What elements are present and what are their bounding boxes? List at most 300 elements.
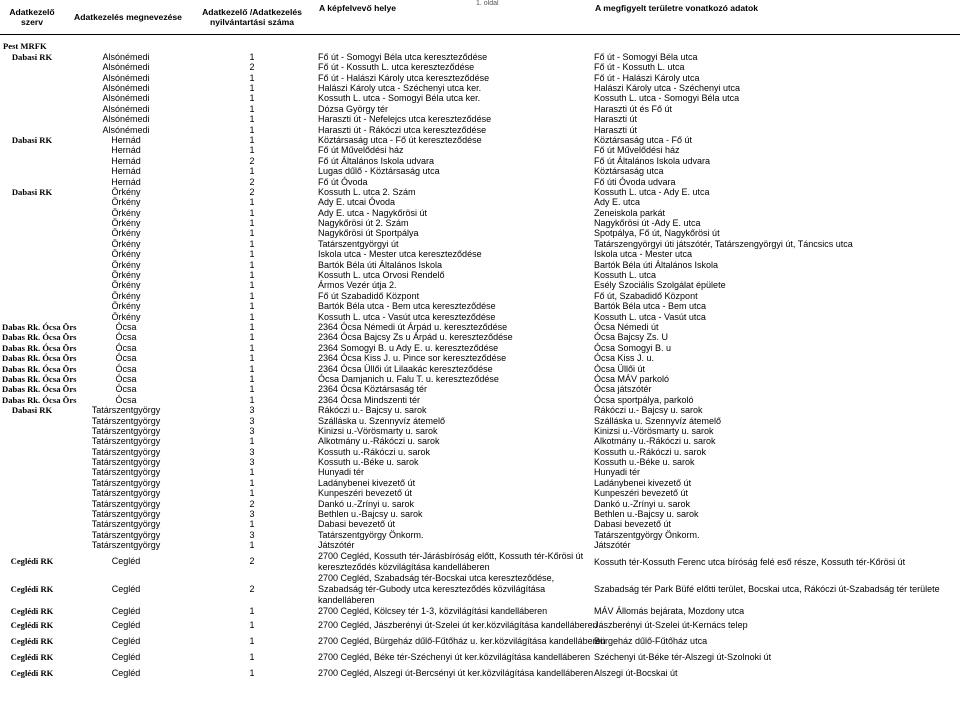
register-number-cell: 2	[249, 62, 255, 73]
place-cell: Örkény	[111, 207, 141, 218]
org-cell: Dabas Rk. Ócsa Örs	[2, 384, 77, 395]
place-cell: Örkény	[111, 290, 141, 301]
register-number-cell: 1	[249, 166, 255, 177]
place-cell: Örkény	[111, 301, 141, 312]
register-number-cell: 3	[249, 529, 255, 540]
register-number-cell: 1	[249, 668, 255, 679]
register-number-cell: 1	[249, 467, 255, 478]
camera-location-cell: Kossuth L. utca - Somogyi Béla utca ker.	[318, 93, 481, 104]
org-cell	[0, 437, 64, 447]
register-number-cell: 1	[249, 51, 255, 62]
header-observed-area: A megfigyelt területre vonatkozó adatok	[592, 0, 960, 35]
camera-location-cell: Szálláska u. Szennyvíz átemelő	[318, 415, 446, 426]
register-number-cell: 1	[249, 384, 255, 395]
observed-area-cell: Haraszti út és Fő út	[594, 103, 673, 114]
org-cell: Dabas Rk. Ócsa Örs	[2, 342, 77, 353]
header-org: Adatkezelő szerv	[0, 0, 64, 35]
register-number-cell: 1	[249, 353, 255, 364]
register-number-cell: 1	[249, 477, 255, 488]
camera-location-cell: Kunpeszéri bevezető út	[318, 488, 413, 499]
camera-location-cell: 2364 Ócsa Kiss J. u. Pince sor kereszteződése	[318, 353, 507, 364]
place-cell: Örkény	[111, 270, 141, 281]
register-number-cell: 3	[249, 457, 255, 468]
org-cell	[0, 239, 64, 249]
org-cell	[0, 416, 64, 426]
place-cell: Tatárszentgyörgy	[91, 498, 161, 509]
table-row	[0, 323, 960, 333]
table-row	[0, 426, 960, 436]
register-number-cell: 1	[249, 301, 255, 312]
observed-area-cell: Fő út Művelődési ház	[594, 145, 680, 156]
observed-area-cell: Rákóczi u.- Bajcsy u. sarok	[594, 405, 703, 416]
table-row	[0, 312, 960, 322]
place-cell: Cegléd	[111, 668, 141, 679]
camera-location-cell: 2700 Cegléd, Alszegi út-Bercsényi út ker.közvilágítása kandelláberen	[318, 668, 594, 679]
org-cell	[0, 312, 64, 322]
place-cell: Tatárszentgyörgy	[91, 405, 161, 416]
camera-location-cell: 2364 Somogyi B. u Ady E. u. kereszteződése	[318, 342, 499, 353]
table-row	[0, 219, 960, 229]
place-cell: Hernád	[111, 176, 141, 187]
place-cell: Örkény	[111, 311, 141, 322]
table-row	[0, 73, 960, 83]
table-row	[0, 666, 960, 682]
org-cell	[0, 260, 64, 270]
org-cell	[0, 156, 64, 166]
camera-location-cell: Kinizsi u.-Vörösmarty u. sarok	[318, 425, 438, 436]
camera-location-cell: 2700 Cegléd, Szabadság tér-Bocskai utca kereszteződése, Szabadság tér-Gubody utca kereszteződés közvilágítása kandelláberen	[318, 573, 555, 606]
org-cell	[0, 250, 64, 260]
register-number-cell: 1	[249, 197, 255, 208]
camera-location-cell: Rákóczi u.- Bajcsy u. sarok	[318, 405, 427, 416]
camera-location-cell: Kossuth L. utca Orvosi Rendelő	[318, 270, 445, 281]
place-cell: Örkény	[111, 280, 141, 291]
observed-area-cell: Nagykőrösi út -Ady E. utca	[594, 218, 701, 229]
org-cell: Dabas Rk. Ócsa Örs	[2, 332, 77, 343]
org-cell	[0, 281, 64, 291]
org-cell: Ceglédi RK	[10, 583, 54, 594]
spacer-row	[0, 35, 960, 43]
camera-location-cell: Tatárszentgyörgy Önkorm.	[318, 529, 424, 540]
table-row	[0, 364, 960, 374]
table-row	[0, 468, 960, 478]
org-cell	[0, 94, 64, 104]
org-cell: Dabas Rk. Ócsa Örs	[2, 394, 77, 405]
register-number-cell: 1	[249, 83, 255, 93]
place-cell: Ócsa	[115, 373, 137, 384]
org-cell	[0, 478, 64, 488]
table-row	[0, 447, 960, 457]
place-cell: Cegléd	[111, 652, 141, 663]
camera-location-cell: Haraszti út - Rákóczi utca kereszteződése	[318, 124, 487, 135]
section-title: Pest MRFK	[3, 41, 47, 52]
observed-area-cell: Fő út - Halászi Károly utca	[594, 72, 700, 83]
register-number-cell: 1	[249, 342, 255, 353]
place-cell: Ócsa	[115, 394, 137, 405]
register-number-cell: 1	[249, 238, 255, 249]
place-cell: Cegléd	[111, 556, 141, 567]
table-row	[0, 333, 960, 343]
observed-area-cell: Játszótér	[594, 540, 631, 551]
observed-area-cell: Zeneiskola parkát	[594, 207, 666, 218]
place-cell: Örkény	[111, 218, 141, 229]
camera-location-cell: Iskola utca - Mester utca kereszteződése	[318, 249, 482, 260]
camera-location-cell: 2700 Cegléd, Kölcsey tér 1-3, közvilágítási kandelláberen	[318, 606, 548, 617]
camera-location-cell: Alkotmány u.-Rákóczi u. sarok	[318, 436, 440, 447]
table-row	[0, 499, 960, 509]
observed-area-cell: Esély Szociális Szolgálat épülete	[594, 280, 726, 291]
place-cell: Cegléd	[111, 606, 141, 617]
observed-area-cell: Halászi Károly utca - Széchenyi utca	[594, 83, 741, 93]
section-title-row	[0, 42, 960, 52]
place-cell: Tatárszentgyörgy	[91, 457, 161, 468]
place-cell: Hernád	[111, 166, 141, 177]
org-cell: Dabas Rk. Ócsa Örs	[2, 353, 77, 364]
place-cell: Alsónémedi	[102, 72, 150, 83]
table-row	[0, 634, 960, 650]
place-cell: Alsónémedi	[102, 114, 150, 125]
place-cell: Cegléd	[111, 583, 141, 594]
observed-area-cell: Kinizsi u.-Vörösmarty u. sarok	[594, 425, 714, 436]
camera-location-cell: Dózsa György tér	[318, 103, 389, 114]
observed-area-cell: Spotpálya, Fő út, Nagykőrösi út	[594, 228, 720, 239]
place-cell: Hernád	[111, 145, 141, 156]
table-row	[0, 618, 960, 634]
table-row	[0, 229, 960, 239]
org-cell	[0, 302, 64, 312]
org-cell: Dabasi RK	[11, 134, 53, 145]
table-row	[0, 187, 960, 197]
org-cell	[0, 541, 64, 551]
camera-location-cell: Fő út Szabadidő Központ	[318, 290, 420, 301]
camera-location-cell: Ladánybenei kivezető út	[318, 477, 416, 488]
camera-location-cell: Bartók Béla úti Általános Iskola	[318, 259, 443, 270]
table-row	[0, 125, 960, 135]
table-row	[0, 156, 960, 166]
register-number-cell: 2	[249, 176, 255, 187]
table-row	[0, 478, 960, 488]
camera-location-cell: 2700 Cegléd, Kossuth tér-Járásbíróság előtt, Kossuth tér-Kőrösi út kereszteződés közvilágítása kandelláberen	[318, 551, 584, 573]
table-row	[0, 271, 960, 281]
place-cell: Ócsa	[115, 342, 137, 353]
register-number-cell: 3	[249, 405, 255, 416]
table-row	[0, 530, 960, 540]
org-cell	[0, 219, 64, 229]
camera-location-cell: Dankó u.-Zrínyi u. sarok	[318, 498, 415, 509]
place-cell: Cegléd	[111, 620, 141, 631]
place-cell: Alsónémedi	[102, 83, 150, 93]
observed-area-cell: Széchenyi út-Béke tér-Alszegi út-Szolnoki út	[594, 652, 772, 663]
observed-area-cell: Haraszti út	[594, 124, 638, 135]
register-number-cell: 1	[249, 103, 255, 114]
table-row	[0, 302, 960, 312]
register-number-cell: 3	[249, 415, 255, 426]
camera-location-cell: Halászi Károly utca - Széchenyi utca ker.	[318, 83, 482, 93]
register-number-cell: 1	[249, 114, 255, 125]
camera-location-cell: Fő út Általános Iskola udvara	[318, 155, 435, 166]
camera-location-cell: 2700 Cegléd, Jászberényi út-Szelei út ker.közvilágítása kandelláberen	[318, 620, 598, 631]
org-cell	[0, 198, 64, 208]
table-row	[0, 606, 960, 618]
org-cell	[0, 458, 64, 468]
camera-location-cell: 2364 Ócsa Köztársaság tér	[318, 384, 428, 395]
register-number-cell: 1	[249, 394, 255, 405]
org-cell: Dabasi RK	[11, 186, 53, 197]
place-cell: Hernád	[111, 134, 141, 145]
observed-area-cell: Kossuth L. utca - Somogyi Béla utca	[594, 93, 740, 104]
table-row	[0, 375, 960, 385]
observed-area-cell: MÁV Állomás bejárata, Mozdony utca	[594, 606, 745, 617]
register-number-cell: 1	[249, 636, 255, 647]
table-row	[0, 551, 960, 573]
place-cell: Tatárszentgyörgy	[91, 529, 161, 540]
observed-area-cell: Dankó u.-Zrínyi u. sarok	[594, 498, 691, 509]
org-cell	[0, 208, 64, 218]
place-cell: Hernád	[111, 155, 141, 166]
org-cell: Ceglédi RK	[10, 652, 54, 663]
camera-location-cell: 2364 Ócsa Üllői út Lilaakác kereszteződése	[318, 363, 493, 374]
table-row	[0, 354, 960, 364]
org-cell: Dabasi RK	[11, 51, 53, 62]
table-row	[0, 281, 960, 291]
table-row	[0, 115, 960, 125]
org-cell	[0, 468, 64, 478]
camera-location-cell: Kossuth L. utca 2. Szám	[318, 186, 416, 197]
register-number-cell: 1	[249, 228, 255, 239]
place-cell: Tatárszentgyörgy	[91, 488, 161, 499]
place-cell: Tatárszentgyörgy	[91, 415, 161, 426]
org-cell	[0, 63, 64, 73]
observed-area-cell: Ócsa Somogyi B. u	[594, 342, 672, 353]
camera-location-cell: 2364 Ócsa Bajcsy Zs u Árpád u. kereszteződése	[318, 332, 513, 343]
table-row	[0, 250, 960, 260]
observed-area-cell: Iskola utca - Mester utca	[594, 249, 693, 260]
org-cell: Dabasi RK	[11, 405, 53, 416]
register-number-cell: 2	[249, 186, 255, 197]
camera-location-cell: Nagykőrösi út 2. Szám	[318, 218, 409, 229]
org-cell	[0, 177, 64, 187]
register-number-cell: 3	[249, 446, 255, 457]
observed-area-cell: Haraszti út	[594, 114, 638, 125]
org-cell	[0, 84, 64, 94]
observed-area-cell: Bartók Béla utca - Bem utca	[594, 301, 707, 312]
observed-area-cell: Kossuth L. utca - Vasút utca	[594, 311, 706, 322]
observed-area-cell: Fő út - Somogyi Béla utca	[594, 51, 698, 62]
observed-area-cell: Szálláska u. Szennyvíz átemelő	[594, 415, 722, 426]
place-cell: Örkény	[111, 186, 141, 197]
camera-location-cell: Fő út Óvoda	[318, 176, 368, 187]
camera-location-cell: Fő út - Kossuth L. utca kereszteződése	[318, 62, 475, 73]
observed-area-cell: Bethlen u.-Bajcsy u. sarok	[594, 509, 699, 520]
place-cell: Örkény	[111, 197, 141, 208]
org-cell	[0, 167, 64, 177]
register-number-cell: 1	[249, 652, 255, 663]
table-row	[0, 650, 960, 666]
place-cell: Ócsa	[115, 363, 137, 374]
register-number-cell: 3	[249, 509, 255, 520]
register-number-cell: 1	[249, 373, 255, 384]
register-number-cell: 3	[249, 425, 255, 436]
place-cell: Tatárszentgyörgy	[91, 425, 161, 436]
org-cell: Ceglédi RK	[10, 620, 54, 631]
camera-location-cell: 2700 Cegléd, Bürgeház dűlő-Fűtőház u. ker.közvilágítása kandelláberen	[318, 636, 606, 647]
table-row	[0, 146, 960, 156]
org-cell: Dabas Rk. Ócsa Örs	[2, 321, 77, 332]
table-row	[0, 573, 960, 606]
observed-area-cell: Kossuth L. utca - Ady E. utca	[594, 186, 710, 197]
observed-area-cell: Köztársaság utca - Fő út	[594, 134, 693, 145]
place-cell: Tatárszentgyörgy	[91, 540, 161, 551]
header-register-number: Adatkezelő /Adatkezelés nyilvántartási száma	[188, 0, 316, 35]
camera-location-cell: Ócsa Damjanich u. Falu T. u. kereszteződése	[318, 373, 499, 384]
table-row	[0, 385, 960, 395]
table-row	[0, 260, 960, 270]
table-row	[0, 406, 960, 416]
observed-area-cell: Fő út, Szabadidő Központ	[594, 290, 698, 301]
org-cell	[0, 73, 64, 83]
register-number-cell: 1	[249, 290, 255, 301]
table-row	[0, 104, 960, 114]
table-row	[0, 416, 960, 426]
register-number-cell: 1	[249, 280, 255, 291]
org-cell: Ceglédi RK	[10, 556, 54, 567]
observed-area-cell: Ócsa Bajcsy Zs. U	[594, 332, 669, 343]
place-cell: Tatárszentgyörgy	[91, 436, 161, 447]
place-cell: Örkény	[111, 238, 141, 249]
org-cell	[0, 291, 64, 301]
camera-location-cell: Ármos Vezér útja 2.	[318, 280, 397, 291]
camera-location-cell: Nagykőrösi út Sportpálya	[318, 228, 419, 239]
register-number-cell: 1	[249, 519, 255, 530]
place-cell: Ócsa	[115, 332, 137, 343]
org-cell	[0, 520, 64, 530]
observed-area-cell: Fő úti Óvoda udvara	[594, 176, 676, 187]
org-cell	[0, 489, 64, 499]
table-row	[0, 520, 960, 530]
camera-location-cell: Hunyadi tér	[318, 467, 365, 478]
org-cell: Ceglédi RK	[10, 606, 54, 617]
place-cell: Alsónémedi	[102, 124, 150, 135]
camera-location-cell: Fő út Művelődési ház	[318, 145, 404, 156]
camera-location-cell: Lugas dűlő - Köztársaság utca	[318, 166, 440, 177]
register-number-cell: 1	[249, 145, 255, 156]
org-cell: Dabas Rk. Ócsa Örs	[2, 363, 77, 374]
place-cell: Tatárszentgyörgy	[91, 467, 161, 478]
place-cell: Tatárszentgyörgy	[91, 477, 161, 488]
observed-area-cell: Kossuth u.-Rákóczi u. sarok	[594, 446, 707, 457]
header-name: Adatkezelés megnevezése	[64, 0, 188, 35]
camera-location-cell: Ady E. utcai Óvoda	[318, 197, 396, 208]
place-cell: Tatárszentgyörgy	[91, 509, 161, 520]
camera-location-cell: Bartók Béla utca - Bem utca kereszteződése	[318, 301, 496, 312]
org-cell	[0, 104, 64, 114]
table-row	[0, 541, 960, 551]
register-number-cell: 1	[249, 321, 255, 332]
camera-location-cell: Bethlen u.-Bajcsy u. sarok	[318, 509, 423, 520]
place-cell: Tatárszentgyörgy	[91, 519, 161, 530]
observed-area-cell: Jászberényi út-Szelei út-Kernács telep	[594, 620, 748, 631]
observed-area-cell: Köztársaság utca	[594, 166, 664, 177]
org-cell: Dabas Rk. Ócsa Örs	[2, 373, 77, 384]
observed-area-cell: Ócsa Üllői út	[594, 363, 646, 374]
camera-location-cell: Kossuth L. utca - Vasút utca kereszteződése	[318, 311, 496, 322]
observed-area-cell: Tatárszentgyörgy Önkorm.	[594, 529, 700, 540]
org-cell	[0, 271, 64, 281]
observed-area-cell: Tatárszengyörgyi úti játszótér, Tatárszengyörgyi út, Táncsics utca	[594, 238, 853, 249]
observed-area-cell: Fő út Általános Iskola udvara	[594, 155, 711, 166]
observed-area-cell: Bürgeház dűlő-Fűtőház utca	[594, 636, 708, 647]
register-number-cell: 1	[249, 620, 255, 631]
place-cell: Alsónémedi	[102, 51, 150, 62]
register-number-cell: 1	[249, 249, 255, 260]
place-cell: Cegléd	[111, 636, 141, 647]
observed-area-cell: Kunpeszéri bevezető út	[594, 488, 689, 499]
register-number-cell: 1	[249, 134, 255, 145]
table-row	[0, 63, 960, 73]
register-number-cell: 1	[249, 332, 255, 343]
observed-area-cell: Ócsa sportpálya, parkoló	[594, 394, 694, 405]
register-number-cell: 1	[249, 124, 255, 135]
observed-area-cell: Ócsa Némedi út	[594, 321, 659, 332]
camera-location-cell: Kossuth u.-Rákóczi u. sarok	[318, 446, 431, 457]
observed-area-cell: Dabasi bevezető út	[594, 519, 672, 530]
register-number-cell: 1	[249, 72, 255, 83]
register-number-cell: 2	[249, 556, 255, 567]
register-number-cell: 1	[249, 606, 255, 617]
org-cell	[0, 499, 64, 509]
camera-location-cell: Játszótér	[318, 540, 355, 551]
org-cell	[0, 115, 64, 125]
register-number-cell: 1	[249, 207, 255, 218]
table-row	[0, 510, 960, 520]
header-camera-location: A képfelvevő helye	[316, 0, 592, 35]
observed-area-cell: Ady E. utca	[594, 197, 641, 208]
table-row	[0, 291, 960, 301]
org-cell	[0, 447, 64, 457]
register-number-cell: 1	[249, 488, 255, 499]
place-cell: Ócsa	[115, 353, 137, 364]
observed-area-cell: Kossuth u.-Béke u. sarok	[594, 457, 695, 468]
register-number-cell: 2	[249, 155, 255, 166]
register-number-cell: 1	[249, 311, 255, 322]
camera-location-cell: Kossuth u.-Béke u. sarok	[318, 457, 419, 468]
org-cell	[0, 510, 64, 520]
org-cell	[0, 229, 64, 239]
place-cell: Ócsa	[115, 321, 137, 332]
observed-area-cell: Ócsa MÁV parkoló	[594, 373, 670, 384]
camera-location-cell: Fő út - Halászi Károly utca kereszteződése	[318, 72, 490, 83]
table-row	[0, 458, 960, 468]
register-number-cell: 1	[249, 363, 255, 374]
table-row	[0, 489, 960, 499]
observed-area-cell: Ócsa Kiss J. u.	[594, 353, 655, 364]
register-number-cell: 2	[249, 498, 255, 509]
org-cell	[0, 125, 64, 135]
observed-area-cell: Ladánybenei kivezető út	[594, 477, 692, 488]
table-row	[0, 84, 960, 94]
table-row	[0, 208, 960, 218]
camera-location-cell: Ady E. utca - Nagykőrösi út	[318, 207, 428, 218]
org-cell	[0, 530, 64, 540]
observed-area-cell: Alszegi út-Bocskai út	[594, 668, 678, 679]
place-cell: Örkény	[111, 249, 141, 260]
table-row	[0, 239, 960, 249]
camera-location-cell: Tatárszentgyörgyi út	[318, 238, 399, 249]
place-cell: Tatárszentgyörgy	[91, 446, 161, 457]
place-cell: Örkény	[111, 259, 141, 270]
org-cell: Ceglédi RK	[10, 668, 54, 679]
register-number-cell: 1	[249, 436, 255, 447]
